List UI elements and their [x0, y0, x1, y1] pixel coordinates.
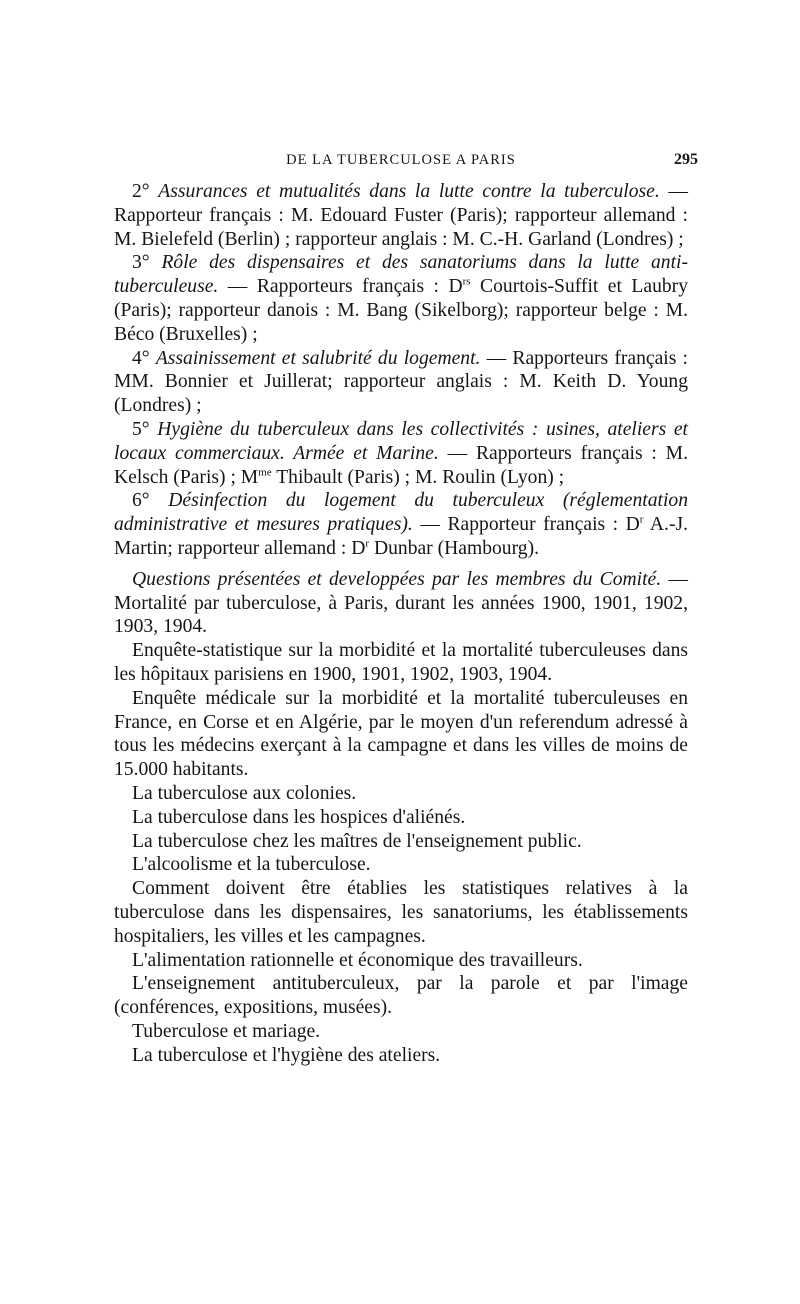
item-3 [114, 251, 688, 346]
item-text: — Rapporteurs français : M. Kelsch (Paris) ; M [114, 442, 689, 488]
item-text: Courtois-Suffit et Laubry (Paris); rapporteur danois : M. Bang (Sikelborg); rapporteur belge : M. Béco (Bruxelles) ; [114, 276, 688, 345]
question-paragraph: Tuberculose et mariage. [132, 1020, 321, 1042]
superscript: r [365, 537, 370, 550]
superscript: rs [462, 275, 471, 288]
document-page [114, 148, 698, 1067]
item-4 [114, 347, 688, 418]
item-text: — Rapporteur français : M. Edouard Fuster (Paris); rapporteur allemand : M. Bielefeld (Berlin) ; rapporteur anglais : M. C.-H. Garland (Londres) ; [114, 181, 688, 250]
item-title: Assainissement et salubrité du logement. [155, 347, 481, 369]
item-title: Rôle des dispensaires et des sanatoriums dans la lutte anti-tuberculeuse. [114, 252, 688, 298]
question-paragraph: Enquête-statistique sur la morbidité et la mortalité tuberculeuses dans les hôpitaux parisiens en 1900, 1901, 1902, 1903, 1904. [114, 640, 688, 685]
question-paragraph: La tuberculose et l'hygiène des ateliers. [132, 1044, 441, 1066]
question-paragraph: La tuberculose chez les maîtres de l'enseignement public. [132, 830, 582, 852]
question-paragraph: La tuberculose aux colonies. [132, 782, 357, 804]
question-text: — Mortalité par tuberculose, à Paris, durant les années 1900, 1901, 1902, 1903, 1904. [114, 568, 688, 638]
item-title: Assurances et mutualités dans la lutte contre la tuberculose. [158, 181, 660, 202]
item-number: 2° [132, 181, 150, 202]
item-number: 3° [132, 252, 150, 274]
question-paragraph: L'enseignement antituberculeux, par la parole et par l'image (conférences, expositions, musées). [114, 973, 688, 1019]
questions-title: Questions présentées et developpées par les membres du Comité. [132, 568, 662, 590]
item-number: 6° [132, 490, 150, 512]
question-paragraph: Enquête médicale sur la morbidité et la mortalité tuberculeuses en France, en Corse et en Algérie, par le moyen d'un referendum adressé à tous les médecins exerçant à la campagne et dans les villes de moins de 15.000 habitants. [114, 687, 688, 781]
item-2 [114, 180, 688, 251]
question-paragraph: L'alimentation rationnelle et économique des travailleurs. [132, 949, 583, 971]
item-title: Hygiène du tuberculeux dans les collectivités : usines, ateliers et locaux commerciaux. Armée et Marine. [114, 418, 688, 464]
item-number: 5° [132, 418, 150, 440]
question-paragraph: Comment doivent être établies les statistiques relatives à la tuberculose dans les dispensaires, les sanatoriums, les établissements hospitaliers, les villes et les campagnes. [114, 878, 688, 947]
page-header [114, 148, 698, 176]
item-text: — Rapporteurs français : D [218, 276, 463, 298]
item-text: Thibault (Paris) ; M. Roulin (Lyon) ; [271, 466, 565, 488]
question-paragraph: La tuberculose dans les hospices d'aliénés. [132, 806, 466, 828]
item-text: — Rapporteur français : D [412, 514, 640, 536]
question-paragraph: L'alcoolisme et la tuberculose. [132, 854, 371, 876]
page-number: 295 [674, 151, 698, 168]
running-title: DE LA TUBERCULOSE A PARIS [286, 152, 516, 168]
item-title: Désinfection du logement du tuberculeux (réglementation administrative et mesures pratiques). [114, 490, 688, 536]
item-6 [114, 489, 688, 560]
item-text: Dunbar (Hambourg). [369, 537, 539, 559]
item-number: 4° [132, 347, 150, 369]
superscript: me [258, 466, 272, 479]
item-5 [114, 418, 688, 489]
questions-heading-paragraph [114, 568, 688, 639]
item-text: — Rapporteurs français : MM. Bonnier et Juillerat; rapporteur anglais : M. Keith D. Young (Londres) ; [114, 347, 688, 417]
item-text: A.-J. Martin; rapporteur allemand : D [114, 514, 688, 559]
superscript: r [639, 513, 644, 526]
